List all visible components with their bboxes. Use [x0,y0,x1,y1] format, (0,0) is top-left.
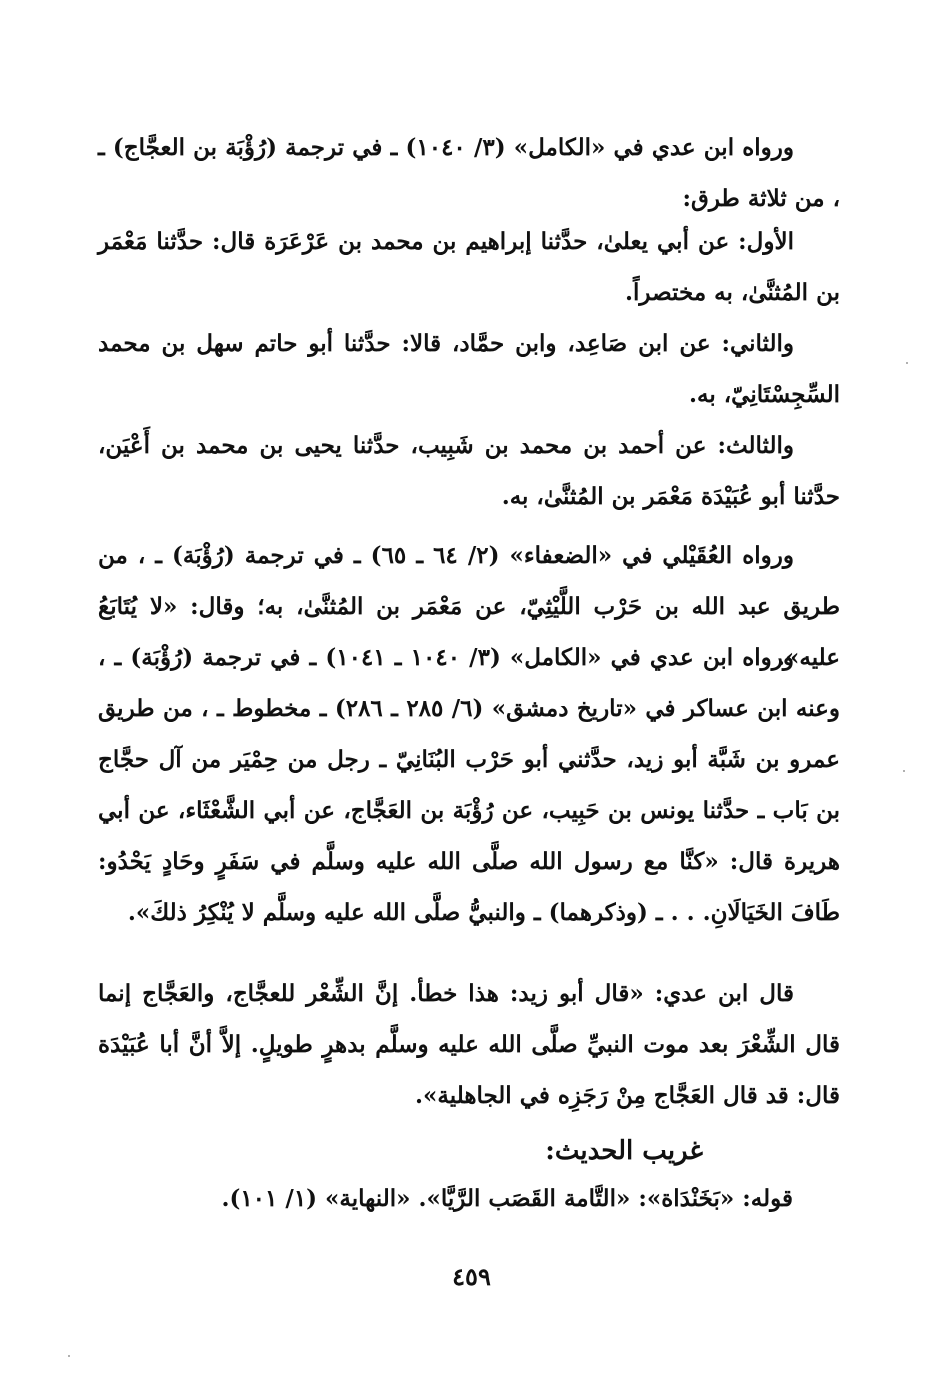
scan-speck [906,362,908,364]
scan-speck [68,1355,70,1357]
page-number: ٤٥٩ [452,1262,491,1291]
paragraph-text: ورواه ابن عدي في «الكامل» (٣/ ١٠٤٠ ـ ١٠٤١) ـ في ترجمة (رُؤْبَة) ـ ، وعنه ابن عساكر في «تاريخ دمشق» (٦/ ٢٨٥ ـ ٢٨٦) ـ مخطوط ـ ، من طريق عمرو بن شَبَّة أبو زيد، حدَّثني أبو حَرْب البُنَانِيّ ـ رجل من حِمْيَر من آل حجَّاج بن بَاب ـ حدَّثنا يونس بن حَبِيب، عن رُؤْبَة بن العَجَّاج، عن أبي الشَّعْثَاء، عن أبي هريرة قال: «كنَّا مع رسول الله صلَّى الله عليه وسلَّم في سَفَرٍ وحَادٍ يَحْدُو: طَافَ الخَيَالَانِ. . . ـ (وذكرهما) ـ والنبيُّ صلَّى الله عليه وسلَّم لا يُنْكِرُ ذلكَ». [98,644,840,926]
paragraph-text: ورواه العُقَيْلي في «الضعفاء» (٢/ ٦٤ ـ ٦٥) ـ في ترجمة (رُؤْبَة) ـ ، من طريق عبد الله بن حَرْب اللَّيْثِيّ، عن مَعْمَر بن المُثنَّىٰ، به؛ وقال: «لا يُتَابَعُ عليه». [98,542,840,671]
paragraph-ibn-adi-comment [98,968,840,1121]
gloss-note: قوله: «بَخَنْدَاة»: «التَّامة القَصَب الرَّيَّا». «النهاية» (١/ ١٠١). [221,1185,793,1212]
paragraph-third-route [98,420,840,522]
paragraph-text: الأول: عن أبي يعلىٰ، حدَّثنا إبراهيم بن محمد بن عَرْعَرَة قال: حدَّثنا مَعْمَر بن المُثنَّىٰ، به مختصراً. [98,228,840,306]
paragraph-text: ورواه ابن عدي في «الكامل» (٣/ ١٠٤٠) ـ في ترجمة (رُؤْبَة بن العجَّاج) ـ ، من ثلاثة طرق: [98,134,840,212]
paragraph-ibn-adi-ibn-asakir [98,632,840,938]
paragraph-second-route [98,318,840,420]
paragraph-first-route [98,216,840,318]
paragraph-ibn-adi-three-routes [98,122,840,224]
scan-speck [903,770,905,772]
paragraph-text: والثالث: عن أحمد بن محمد بن شَبِيب، حدَّثنا يحيى بن محمد بن أَعْيَن، حدَّثنا أبو عُبَيْدَة مَعْمَر بن المُثنَّىٰ، به. [98,432,840,510]
section-heading: غريب الحديث: [545,1136,703,1166]
paragraph-text: قال ابن عدي: «قال أبو زيد: هذا خطأ. إنَّ الشِّعْر للعجَّاج، والعَجَّاج إنما قال الشِّعْرَ بعد موت النبيِّ صلَّى الله عليه وسلَّم بدهرٍ طويلٍ. إلاَّ أنَّ أبا عُبَيْدَة قال: قد قال العَجَّاج مِنْ رَجَزِه في الجاهلية». [98,980,840,1109]
paragraph-text: والثاني: عن ابن صَاعِد، وابن حمَّاد، قالا: حدَّثنا أبو حاتم سهل بن محمد السِّجِسْتَانِيّ، به. [98,330,840,408]
